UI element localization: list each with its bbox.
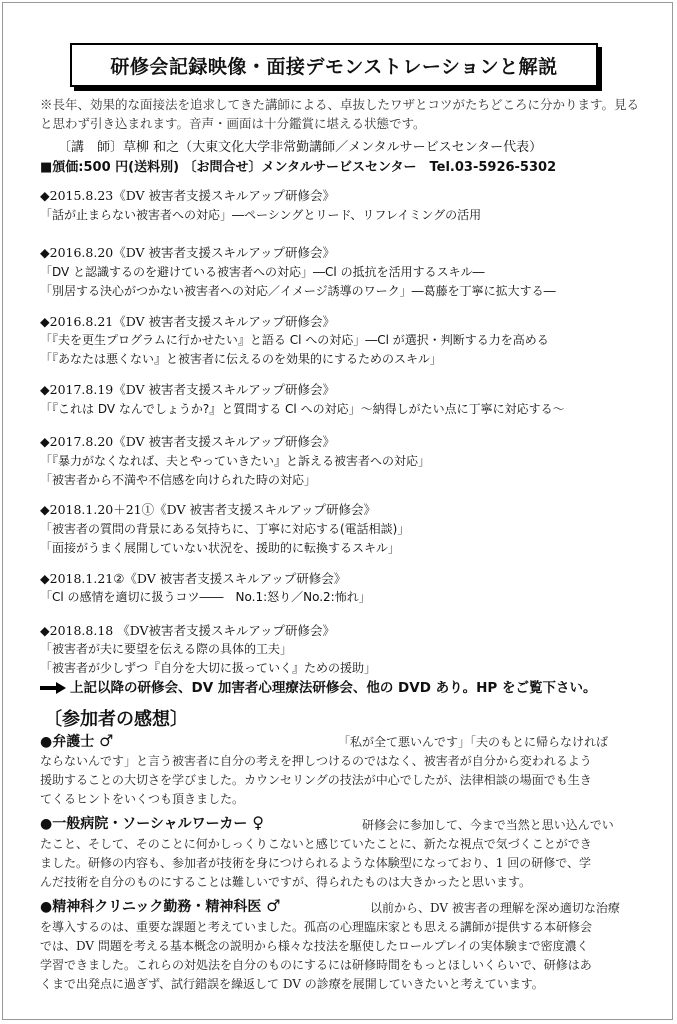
session-date: ◆2018.1.20＋21①《DV 被害者支援スキルアップ研修会》 xyxy=(40,502,376,517)
feedback-text: では、DV 問題を考える基本概念の説明から様々な技法を駆使したロールプレイの実体験まで密度濃く xyxy=(40,939,589,953)
feedback-text: ならないんです」と言う被害者に自分の考えを押しつけるのではなく、被害者が自分から変われるよう xyxy=(40,754,592,768)
session-date: ◆2017.8.20《DV 被害者支援スキルアップ研修会》 xyxy=(40,434,336,449)
male-icon: ♂ xyxy=(99,731,114,750)
female-icon: ♀ xyxy=(252,813,264,832)
session-title: 「面接がうまく展開していない状況を、援助的に転換するスキル」 xyxy=(40,541,400,555)
session-date: ◆2016.8.20《DV 被害者支援スキルアップ研修会》 xyxy=(40,245,336,260)
male-icon: ♂ xyxy=(266,896,281,915)
session-title: 「被害者が夫に要望を伝える際の具体的工夫」 xyxy=(40,642,293,656)
feedback-text: 「私が全て悪いんです」「夫のもとに帰らなければ xyxy=(338,735,609,749)
more-dvd-notice xyxy=(40,676,597,696)
feedback-text: たこと、そして、そのことに何かしっくりこないと感じていたことに、新たな視点で気づくことができ xyxy=(40,837,592,851)
session-title: 「『夫を更生プログラムに行かせたい』と語る Cl への対応」―Cl が選択・判断する力を高める xyxy=(40,333,549,347)
session-date: ◆2016.8.21《DV 被害者支援スキルアップ研修会》 xyxy=(40,314,336,329)
feedback-text: 学習できました。これらの対処法を自分のものにするには研修時間をもっとほしいくらいで、研修はあ xyxy=(40,958,592,972)
role-label: ●精神科クリニック勤務・精神科医 xyxy=(40,899,262,915)
session-date: ◆2015.8.23《DV 被害者支援スキルアップ研修会》 xyxy=(40,188,336,203)
lecturer-line: 〔講 師〕草柳 和之（大東文化大学非常勤講師／メンタルサービスセンター代表） xyxy=(58,140,543,155)
feedback-section-title: 〔参加者の感想〕 xyxy=(44,709,188,730)
session-date: ◆2017.8.19《DV 被害者支援スキルアップ研修会》 xyxy=(40,382,336,397)
session-title: 「DV と認識するのを避けている被害者への対応」―Cl の抵抗を活用するスキル― xyxy=(40,265,485,279)
feedback-text: んだ技術を自分のものにすることは難しいですが、得られたものは大きかったと思います。 xyxy=(40,875,532,889)
feedback-text: ました。研修の内容も、参加者が技術を身につけられるような体験型になっており、1 回の研修で、学 xyxy=(40,856,591,870)
feedback-role xyxy=(40,813,264,833)
role-label: ●一般病院・ソーシャルワーカー xyxy=(40,816,248,832)
feedback-text: くまで出発点に過ぎず、試行錯誤を繰返して DV の診療を展開していきたいと考えています。 xyxy=(40,977,544,991)
session-title: 「被害者の質問の背景にある気持ちに、丁寧に対応する(電話相談)」 xyxy=(40,522,410,536)
session-title: 「被害者から不満や不信感を向けられた時の対応」 xyxy=(40,473,317,487)
feedback-text: 研修会に参加して、今まで当然と思い込んでい xyxy=(362,818,614,832)
session-title: 「Cl の感情を適切に扱うコツ―― No.1:怒り／No.2:怖れ」 xyxy=(40,590,371,604)
session-date: ◆2018.8.18 《DV被害者支援スキルアップ研修会》 xyxy=(40,623,336,638)
session-title: 「『これは DV なんでしょうか?』と質問する Cl への対応」～納得しがたい点に丁寧に対応する～ xyxy=(40,402,565,416)
session-title: 「『あなたは悪くない』と被害者に伝えるのを効果的にするためのスキル」 xyxy=(40,352,442,366)
arrow-right-icon xyxy=(40,682,66,694)
session-title: 「別居する決心がつかない被害者への対応／イメージ誘導のワーク」―葛藤を丁寧に拡大する― xyxy=(40,284,556,298)
feedback-role xyxy=(40,731,113,751)
feedback-text: てくるヒントをいくつも頂きました。 xyxy=(40,792,245,806)
page-title: 研修会記録映像・面接デモンストレーションと解説 xyxy=(110,55,558,78)
price-contact-line: ■頒価:500 円(送料別) 〔お問合せ〕メンタルサービスセンター Tel.03-5926-5302 xyxy=(40,160,557,175)
more-dvd-text: 上記以降の研修会、DV 加害者心理療法研修会、他の DVD あり。HP をご覧下さい。 xyxy=(70,680,597,696)
feedback-text: 以前から、DV 被害者の理解を深め適切な治療 xyxy=(370,901,620,915)
feedback-text: 援助することの大切さを学びました。カウンセリングの技法が中心でしたが、法律相談の場面でも生き xyxy=(40,773,592,787)
intro-note: ※長年、効果的な面接法を追求してきた講師による、卓抜したワザとコツがたちどころに分かります。見ると思わず引き込まれます。音声・画面は十分鑑賞に堪える状態です。 xyxy=(40,97,640,131)
session-title: 「『暴力がなくなれば、夫とやっていきたい』と訴える被害者への対応」 xyxy=(40,454,431,468)
feedback-text: を導入するのは、重要な課題と考えていました。孤高の心理臨床家とも思える講師が提供する本研修会 xyxy=(40,920,593,934)
session-title: 「話が止まらない被害者への対応」―ペーシングとリード、リフレイミングの活用 xyxy=(40,208,482,222)
feedback-role xyxy=(40,896,281,916)
role-label: ●弁護士 xyxy=(40,734,95,750)
title-box xyxy=(70,43,598,87)
session-date: ◆2018.1.21②《DV 被害者支援スキルアップ研修会》 xyxy=(40,571,347,586)
session-title: 「被害者が少しずつ『自分を大切に扱っていく』ための援助」 xyxy=(40,661,377,675)
